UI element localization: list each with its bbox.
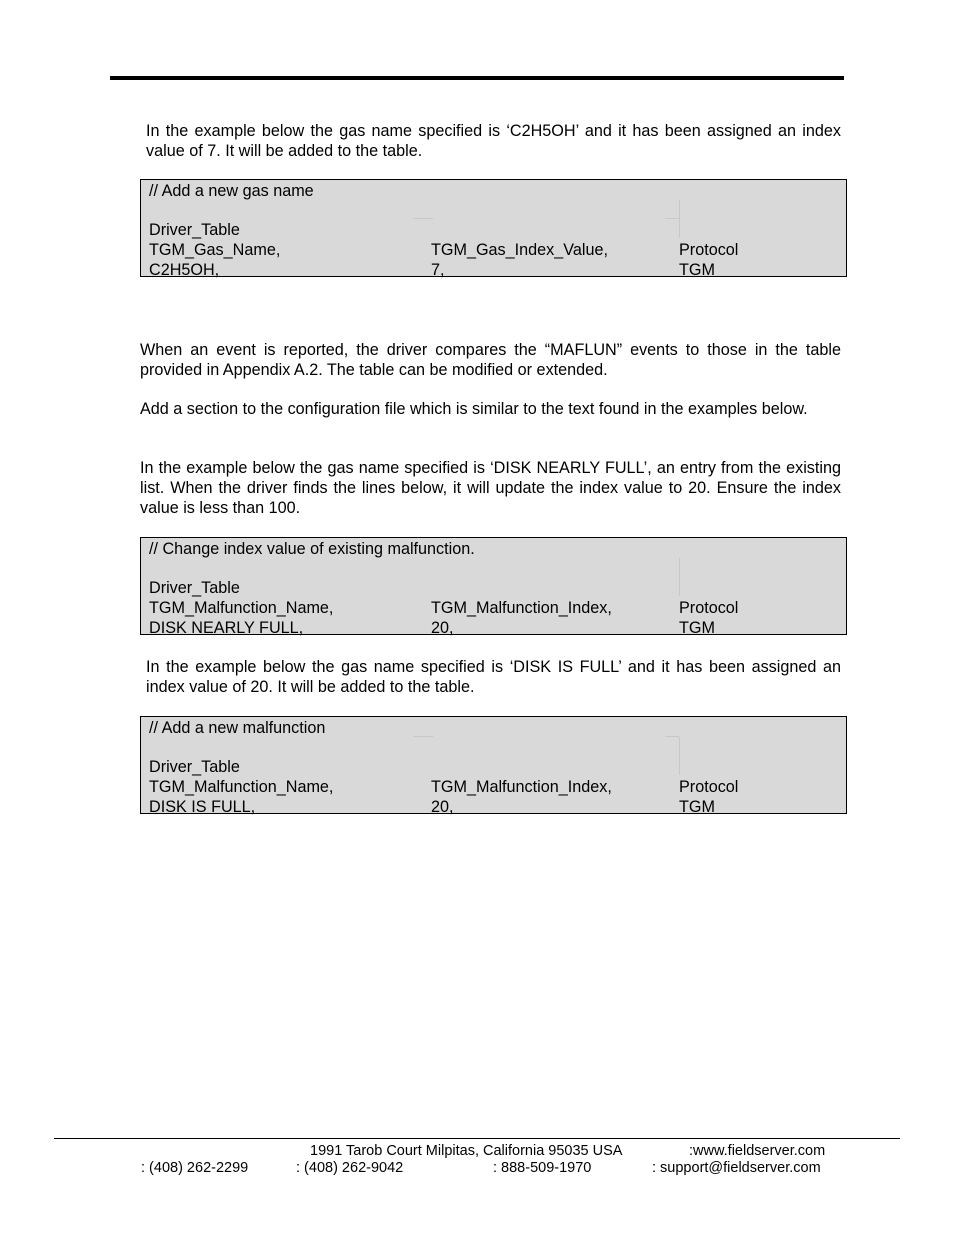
config-comment: // Change index value of existing malfunction. (149, 540, 475, 558)
cell-guide (679, 558, 680, 596)
header-rule (110, 76, 844, 80)
config-header: Protocol (679, 241, 739, 259)
paragraph-maflun: When an event is reported, the driver compares the “MAFLUN” events to those in the table provided in Appendix A.2. The table can be modified or extended. (140, 341, 841, 379)
config-comment: // Add a new malfunction (149, 719, 326, 737)
footer-phone: : (408) 262-2299 (141, 1160, 249, 1176)
config-value: TGM (679, 798, 715, 816)
cell-guide (665, 218, 679, 219)
config-value: DISK NEARLY FULL, (149, 619, 304, 637)
config-value: 7, (431, 261, 445, 279)
paragraph-disk-nearly-full: In the example below the gas name specified is ‘DISK NEARLY FULL’, an entry from the existing list. When the driver finds the lines below, it will update the index value to 20. Ensure the index value is less than 100. (140, 459, 841, 517)
cell-guide (679, 737, 680, 775)
paragraph-gas-example: In the example below the gas name specified is ‘C2H5OH’ and it has been assigned an index value of 7. It will be added to the table. (146, 122, 841, 160)
config-value: 20, (431, 798, 454, 816)
config-section: Driver_Table (149, 221, 240, 239)
config-section: Driver_Table (149, 579, 240, 597)
footer-rule (54, 1138, 900, 1139)
config-value: TGM (679, 619, 715, 637)
config-box-new-malfunction (140, 716, 847, 814)
config-value: C2H5OH, (149, 261, 220, 279)
footer-web[interactable]: :www.fieldserver.com (689, 1143, 826, 1159)
config-header: TGM_Malfunction_Name, (149, 599, 334, 617)
config-header: TGM_Malfunction_Index, (431, 599, 612, 617)
config-value: TGM (679, 261, 715, 279)
config-header: Protocol (679, 778, 739, 796)
footer-fax: : (408) 262-9042 (296, 1160, 404, 1176)
config-box-change-malfunction (140, 537, 847, 635)
config-value: DISK IS FULL, (149, 798, 256, 816)
config-header: TGM_Gas_Index_Value, (431, 241, 608, 259)
footer-address: 1991 Tarob Court Milpitas, California 95035 USA (310, 1143, 623, 1159)
config-box-gas (140, 179, 847, 277)
cell-guide (679, 200, 680, 238)
config-header: Protocol (679, 599, 739, 617)
config-header: TGM_Malfunction_Index, (431, 778, 612, 796)
cell-guide (665, 736, 679, 737)
footer-tollfree: : 888-509-1970 (493, 1160, 592, 1176)
cell-guide (413, 736, 433, 737)
config-comment: // Add a new gas name (149, 182, 314, 200)
footer-email[interactable]: : support@fieldserver.com (652, 1160, 821, 1176)
config-section: Driver_Table (149, 758, 240, 776)
config-value: 20, (431, 619, 454, 637)
paragraph-disk-is-full: In the example below the gas name specified is ‘DISK IS FULL’ and it has been assigned an index value of 20. It will be added to the table. (146, 658, 841, 696)
config-header: TGM_Malfunction_Name, (149, 778, 334, 796)
paragraph-add-section: Add a section to the configuration file which is similar to the text found in the examples below. (140, 400, 808, 418)
cell-guide (413, 218, 433, 219)
config-header: TGM_Gas_Name, (149, 241, 281, 259)
